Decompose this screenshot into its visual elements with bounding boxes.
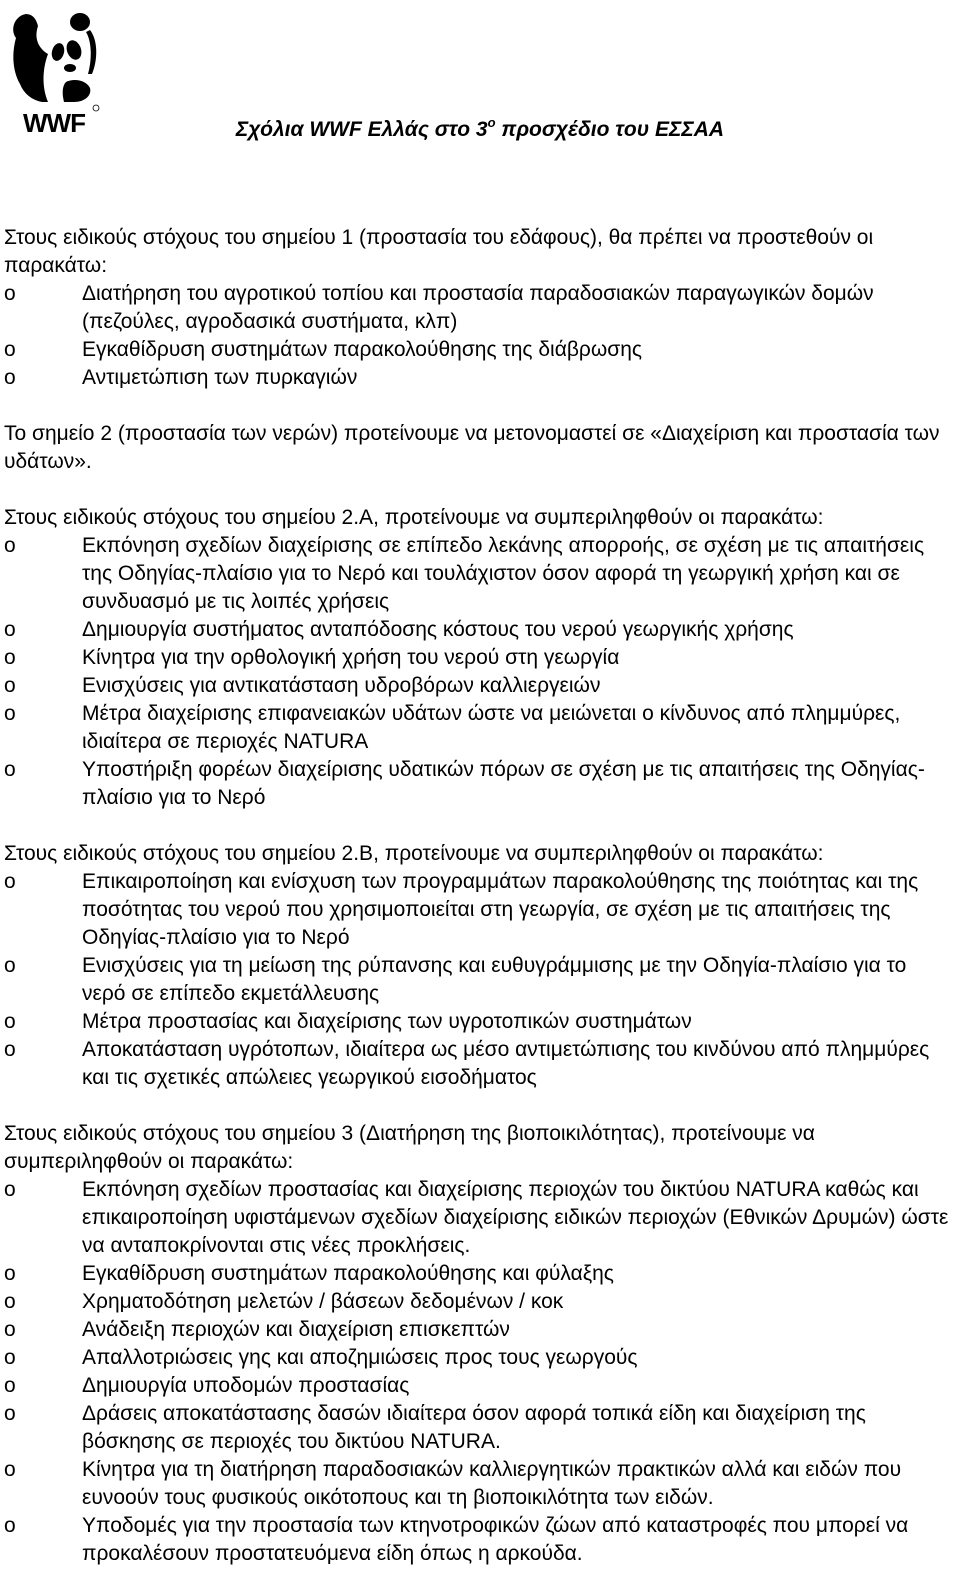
list-item	[4, 1260, 954, 1288]
bullet-marker: o	[4, 1402, 16, 1425]
section	[4, 224, 954, 392]
section-intro: Στους ειδικούς στόχους του σημείου 2.Β, προτείνουμε να συμπεριληφθούν οι παρακάτω:	[4, 842, 824, 865]
list-item	[4, 336, 954, 364]
list-item-text: Κίνητρα για τη διατήρηση παραδοσιακών καλλιεργητικών πρακτικών αλλά και ειδών που ευνοούν τους φυσικούς οικότοπους και τη βιοποικιλότητα των ειδών.	[82, 1458, 902, 1509]
bullet-marker: o	[4, 534, 16, 557]
bullet-marker: o	[4, 1038, 16, 1061]
list-item-text: Δημιουργία συστήματος ανταπόδοσης κόστους του νερού γεωργικής χρήσης	[82, 618, 794, 641]
list-item	[4, 1344, 954, 1372]
bullet-marker: o	[4, 338, 16, 361]
section-intro: Στους ειδικούς στόχους του σημείου 3 (Διατήρηση της βιοποικιλότητας), προτείνουμε να συμπεριληφθούν οι παρακάτω:	[4, 1122, 815, 1173]
list-item-text: Εκπόνηση σχεδίων διαχείρισης σε επίπεδο λεκάνης απορροής, σε σχέση με τις απαιτήσεις της Οδηγίας-πλαίσιο για το Νερό και τουλάχιστον όσον αφορά τη γεωργική χρήση και σε συνδυασμό με τις λοιπές χρήσεις	[82, 534, 925, 613]
list-item-text: Διατήρηση του αγροτικού τοπίου και προστασία παραδοσιακών παραγωγικών δομών (πεζούλες, αγροδασικά συστήματα, κλπ)	[82, 282, 874, 333]
list-item-text: Απαλλοτριώσεις γης και αποζημιώσεις προς τους γεωργούς	[82, 1346, 638, 1369]
list-item	[4, 532, 954, 616]
bullet-list	[4, 532, 954, 812]
list-item-text: Χρηματοδότηση μελετών / βάσεων δεδομένων / κοκ	[82, 1290, 564, 1313]
title-prefix: Σχόλια WWF Ελλάς στο 3	[235, 118, 488, 141]
bullet-marker: o	[4, 1262, 16, 1285]
section	[4, 840, 954, 1092]
bullet-marker: o	[4, 1318, 16, 1341]
list-item-text: Ενισχύσεις για τη μείωση της ρύπανσης και ευθυγράμμισης με την Οδηγία-πλαίσιο για το νερό σε επίπεδο εκμετάλλευσης	[82, 954, 907, 1005]
document-body	[4, 224, 954, 1568]
list-item	[4, 672, 954, 700]
list-item-text: Υποστήριξη φορέων διαχείρισης υδατικών πόρων σε σχέση με τις απαιτήσεις της Οδηγίας-πλαίσιο για το Νερό	[82, 758, 925, 809]
bullet-marker: o	[4, 1514, 16, 1537]
title-suffix: προσχέδιο του ΕΣΣΑΑ	[495, 118, 725, 141]
list-item-text: Δράσεις αποκατάστασης δασών ιδιαίτερα όσον αφορά τοπικά είδη και διαχείριση της βόσκησης σε περιοχές του δικτύου NATURA.	[82, 1402, 866, 1453]
bullet-marker: o	[4, 282, 16, 305]
list-item	[4, 756, 954, 812]
list-item	[4, 700, 954, 756]
bullet-marker: o	[4, 646, 16, 669]
list-item-text: Μέτρα διαχείρισης επιφανειακών υδάτων ώστε να μειώνεται ο κίνδυνος από πλημμύρες, ιδιαίτερα σε περιοχές NATURA	[82, 702, 901, 753]
list-item-text: Επικαιροποίηση και ενίσχυση των προγραμμάτων παρακολούθησης της ποιότητας και της ποσότητας του νερού που χρησιμοποιείται στη γεωργία, σε σχέση με τις απαιτήσεις της Οδηγίας-πλαίσιο για το Νερό	[82, 870, 919, 949]
list-item-text: Δημιουργία υποδομών προστασίας	[82, 1374, 410, 1397]
list-item-text: Εκπόνηση σχεδίων προστασίας και διαχείρισης περιοχών του δικτύου NATURA καθώς και επικαιροποίηση υφιστάμενων σχεδίων διαχείρισης ειδικών περιοχών (Εθνικών Δρυμών) ώστε να ανταποκρίνονται στις νέες προκλήσεις.	[82, 1178, 949, 1257]
section-intro: Το σημείο 2 (προστασία των νερών) προτείνουμε να μετονομαστεί σε «Διαχείριση και προστασία των υδάτων».	[4, 422, 940, 473]
list-item	[4, 868, 954, 952]
section-intro: Στους ειδικούς στόχους του σημείου 2.Α, προτείνουμε να συμπεριληφθούν οι παρακάτω:	[4, 506, 824, 529]
section	[4, 504, 954, 812]
list-item-text: Εγκαθίδρυση συστημάτων παρακολούθησης της διάβρωσης	[82, 338, 643, 361]
bullet-marker: o	[4, 870, 16, 893]
list-item	[4, 1036, 954, 1092]
document-title	[0, 116, 960, 144]
list-item	[4, 1512, 954, 1568]
list-item	[4, 364, 954, 392]
list-item	[4, 1288, 954, 1316]
bullet-marker: o	[4, 1290, 16, 1313]
list-item-text: Κίνητρα για την ορθολογική χρήση του νερού στη γεωργία	[82, 646, 620, 669]
bullet-marker: o	[4, 1374, 16, 1397]
title-superscript: ο	[487, 115, 496, 130]
list-item	[4, 1008, 954, 1036]
bullet-marker: o	[4, 1178, 16, 1201]
list-item	[4, 1400, 954, 1456]
list-item-text: Ενισχύσεις για αντικατάσταση υδροβόρων καλλιεργειών	[82, 674, 601, 697]
bullet-list	[4, 280, 954, 392]
list-item	[4, 644, 954, 672]
bullet-marker: o	[4, 674, 16, 697]
list-item-text: Εγκαθίδρυση συστημάτων παρακολούθησης και φύλαξης	[82, 1262, 614, 1285]
bullet-marker: o	[4, 1010, 16, 1033]
list-item	[4, 1176, 954, 1260]
bullet-marker: o	[4, 954, 16, 977]
section	[4, 420, 954, 476]
list-item	[4, 616, 954, 644]
bullet-list	[4, 868, 954, 1092]
bullet-marker: o	[4, 618, 16, 641]
section-intro: Στους ειδικούς στόχους του σημείου 1 (προστασία του εδάφους), θα πρέπει να προστεθούν οι παρακάτω:	[4, 226, 874, 277]
list-item	[4, 1316, 954, 1344]
bullet-list	[4, 1176, 954, 1568]
bullet-marker: o	[4, 758, 16, 781]
bullet-marker: o	[4, 1346, 16, 1369]
bullet-marker: o	[4, 366, 16, 389]
list-item	[4, 1456, 954, 1512]
list-item-text: Αντιμετώπιση των πυρκαγιών	[82, 366, 358, 389]
list-item	[4, 1372, 954, 1400]
list-item-text: Υποδομές για την προστασία των κτηνοτροφικών ζώων από καταστροφές που μπορεί να προκαλέσουν προστατευόμενα είδη όπως η αρκούδα.	[82, 1514, 909, 1565]
bullet-marker: o	[4, 1458, 16, 1481]
list-item-text: Ανάδειξη περιοχών και διαχείριση επισκεπτών	[82, 1318, 510, 1341]
bullet-marker: o	[4, 702, 16, 725]
list-item-text: Μέτρα προστασίας και διαχείρισης των υγροτοπικών συστημάτων	[82, 1010, 692, 1033]
list-item	[4, 280, 954, 336]
logo-wordmark: WWF	[23, 108, 85, 136]
list-item-text: Αποκατάσταση υγρότοπων, ιδιαίτερα ως μέσο αντιμετώπισης του κινδύνου από πλημμύρες και τις σχετικές απώλειες γεωργικού εισοδήματος	[82, 1038, 930, 1089]
list-item	[4, 952, 954, 1008]
section	[4, 1120, 954, 1568]
